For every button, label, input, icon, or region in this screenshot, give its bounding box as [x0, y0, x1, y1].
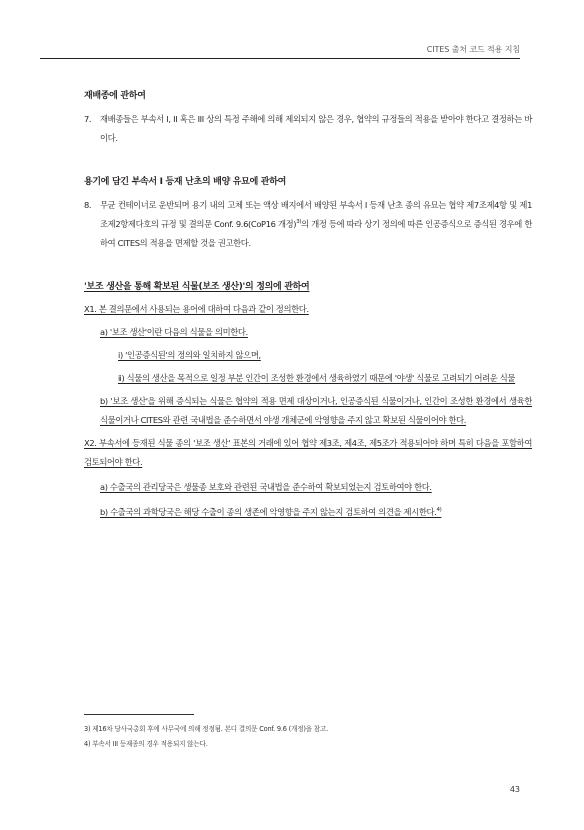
section-heading-assisted-production: '보조 생산을 통해 확보된 식물(보조 생산)'의 정의에 관하여 [84, 282, 310, 292]
paragraph-text [84, 196, 532, 253]
paragraph-text: 재배종들은 부속서 I, II 혹은 III 상의 특정 주해에 의해 제외되지 않은 경우, 협약의 규정들의 적용을 받아야 한다고 결정하는 바이다. [100, 114, 532, 143]
footnote-rule [84, 714, 194, 715]
paragraph-x1: X1. 본 결의문에서 사용되는 용어에 대하여 다음과 같이 정의한다. [84, 304, 309, 314]
paragraph-x2: X2. 부속서에 등재된 식물 종의 '보조 생산' 표본의 거래에 있어 협약 제3조, 제4조, 제5조가 적용되어야 하며 특히 다음을 포함하여 검토되어야 한다. [84, 438, 532, 467]
paragraph-7 [84, 110, 532, 148]
item-x1-a: a) '보조 생산'이란 다음의 식물을 의미한다. [100, 327, 248, 337]
footnote-ref-4[interactable]: 4) [436, 507, 442, 514]
paragraph-text-part: 의 개정 등에 따라 상기 정의에 따른 인공증식으로 증식된 경우에 한하여 CITES의 적용을 면제할 것을 권고한다. [100, 219, 533, 248]
main-content [84, 78, 532, 522]
paragraph-number: 7. [84, 114, 92, 124]
item-x1-b: b) '보조 생산'을 위해 증식되는 식물은 협약의 적용 면제 대상이거나, 인공증식된 식물이거나, 인간이 조성한 환경에서 생육한 식물이거나 CITES와 관련 국내법을 준수하면서 야생 개체군에 악영향을 주지 않고 확보된 식물이어야 한다. [100, 396, 532, 425]
header-rule [40, 58, 520, 59]
item-text: b) 수출국의 과학당국은 해당 수출이 종의 생존에 악영향을 주지 않는지 검토하여 의견을 제시한다. [100, 507, 437, 517]
section-heading-orchid-seedlings: 용기에 담긴 부속서 I 등재 난초의 배양 유묘에 관하여 [84, 177, 286, 187]
section-heading-cultivars: 재배종에 관하여 [84, 91, 146, 101]
item-text: ⅱ) 식물의 생산을 목적으로 일정 부분 인간이 조성한 환경에서 생육하였기 때문에 '야생' 식물로 고려되기 어려운 식물 [118, 373, 516, 383]
running-header: CITES 출처 코드 적용 지침 [426, 45, 520, 54]
footnotes [84, 722, 524, 752]
paragraph-number: 8. [84, 200, 92, 210]
paragraph-8 [84, 196, 532, 253]
item-x1-a-ii [84, 369, 532, 388]
footnote-4: 4) 부속서 III 등재종의 경우 적용되지 않는다. [84, 740, 208, 748]
footnote-ref-3[interactable]: 3) [296, 219, 302, 226]
page-number: 43 [509, 785, 520, 794]
item-x2-a: a) 수출국의 관리당국은 생물종 보호와 관련된 국내법을 준수하여 확보되었는지 검토하여야 한다. [100, 482, 432, 492]
footnote-3: 3) 제16차 당사국총회 후에 사무국에 의해 정정됨. 본디 결의문 Conf. 9.6 (개정)을 참고. [84, 725, 329, 733]
item-x2-b [84, 503, 532, 522]
item-x1-a-i: ⅰ) '인공증식된'의 정의와 일치하지 않으며, [118, 350, 261, 360]
paragraph-text-part: 무균 컨테이너로 운반되며 용기 내의 고체 또는 액상 배지에서 배양된 부속서 I 등재 난초 종의 유묘는 협약 제7조제4항 및 제1조제2항제다호의 규정 및 결의문 Conf. 9.6(CoP16 개정) [100, 200, 532, 229]
